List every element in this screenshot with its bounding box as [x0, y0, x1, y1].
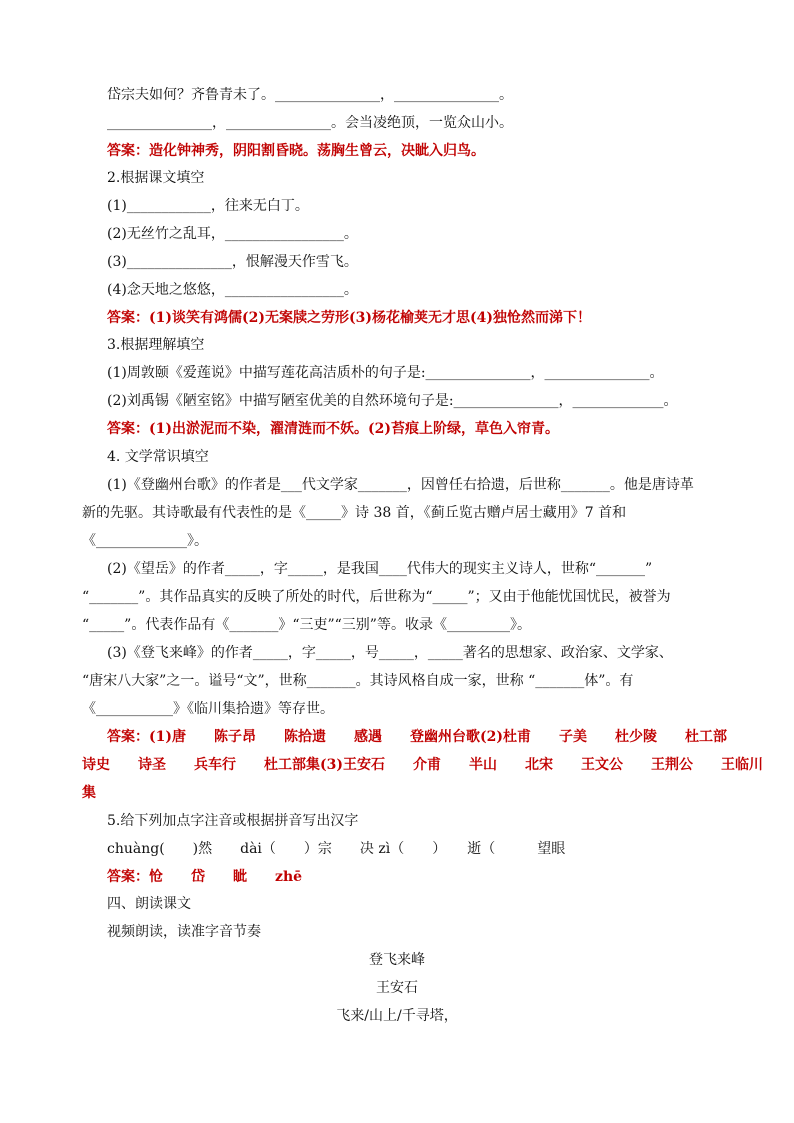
- text-line: 《___________》《临川集拾遗》等存世。: [82, 701, 334, 717]
- text-line: 视频朗读，读准字音节奏: [107, 924, 261, 940]
- text-line: 新的先驱。其诗歌最有代表性的是《_____》诗 38 首，《蓟丘览古赠卢居士藏用》7 首和: [82, 505, 627, 521]
- answer-line: 答案：造化钟神秀，阴阳割昏晓。荡胸生曾云，决眦入归鸟。: [107, 143, 485, 159]
- section-heading: 2.根据课文填空: [107, 170, 205, 186]
- section-heading: 5.给下列加点字注音或根据拼音写出汉字: [107, 813, 359, 829]
- section-heading: 四、朗读课文: [107, 896, 191, 912]
- poem-line: 飞来/山上/千寻塔，: [336, 1008, 458, 1024]
- text-line: chuàng( )然 dài（ ）宗 决 zì（ ） 逝（ 望眼: [107, 841, 566, 857]
- text-line: 《_____________》。: [82, 533, 208, 549]
- answer-line: 答案：(1)出淤泥而不染，濯清涟而不妖。(2)苔痕上阶绿，草色入帘青。: [107, 421, 559, 437]
- poem-author: 王安石: [376, 980, 418, 996]
- section-heading: 4. 文学常识填空: [107, 449, 209, 465]
- text-line: (2)刘禹锡《陋室铭》中描写陋室优美的自然环境句子是:_______________，_____________。: [107, 393, 678, 409]
- text-line: (2)《望岳》的作者_____，字_____，是我国____代伟大的现实主义诗人，世称“_______”: [107, 561, 653, 577]
- text-line: (3)《登飞来峰》的作者_____，字_____，号_____，_____著名的思想家、政治家、文学家、: [107, 645, 673, 661]
- text-line: 岱宗夫如何？齐鲁青未了。_______________，_______________。: [107, 87, 513, 103]
- poem-title: 登飞来峰: [369, 952, 425, 968]
- answer-line: 答案：怆 岱 眦 zhē: [107, 869, 303, 885]
- text-line: (2)无丝竹之乱耳，_________________。: [107, 226, 358, 242]
- answer-line: 集: [82, 785, 96, 801]
- text-line: _______________，_______________。会当凌绝顶，一览众山小。: [107, 115, 513, 131]
- text-line: “_____”。代表作品有《_______》“三吏”“三别”等。收录《_________》。: [82, 617, 531, 633]
- text-line: (4)念天地之悠悠，_________________。: [107, 282, 358, 298]
- answer-line: 答案：(1)唐 陈子昂 陈拾遗 感遇 登幽州台歌(2)杜甫 子美 杜少陵 杜工部: [107, 729, 727, 745]
- text-line: (1)周敦颐《爱莲说》中描写莲花高洁质朴的句子是:_______________，_______________。: [107, 365, 664, 381]
- section-heading: 3.根据理解填空: [107, 337, 205, 353]
- text-line: (1)____________，往来无白丁。: [107, 198, 309, 214]
- answer-line: 诗史 诗圣 兵车行 杜工部集(3)王安石 介甫 半山 北宋 王文公 王荆公 王临川: [82, 757, 763, 773]
- text-line: “唐宋八大家”之一。谥号“文”，世称_______。其诗风格自成一家，世称 “_______体”。有: [82, 673, 634, 689]
- answer-line: 答案：(1)谈笑有鸿儒(2)无案牍之劳形(3)杨花榆荚无才思(4)独怆然而涕下！: [107, 310, 591, 326]
- text-line: (1)《登幽州台歌》的作者是___代文学家_______，因曾任右拾遗，后世称_______。他是唐诗革: [107, 477, 694, 493]
- text-line: “_______”。其作品真实的反映了所处的时代，后世称为“_____”；又由于他能忧国忧民，被誉为: [82, 589, 671, 605]
- text-line: (3)_______________，恨解漫天作雪飞。: [107, 254, 358, 270]
